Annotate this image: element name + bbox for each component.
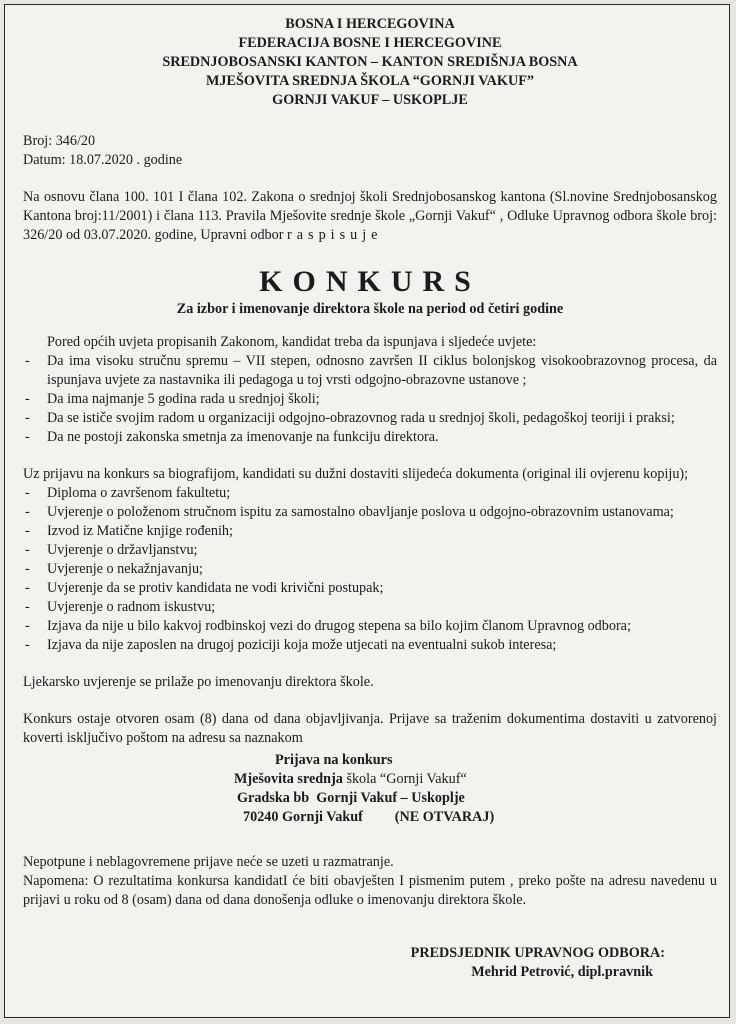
address-line-city (243, 808, 717, 827)
letterhead-federation: FEDERACIJA BOSNE I HERCEGOVINE (238, 35, 502, 51)
list-item: - Uvjerenje da se protiv kandidata ne vodi krivični postupak; (23, 579, 717, 598)
conditions-list (23, 352, 717, 447)
signature-role: PREDSJEDNIK UPRAVNOG ODBORA: (410, 945, 665, 961)
address-line-school (234, 770, 717, 789)
incomplete-note: Nepotpune i neblagovremene prijave neće se uzeti u razmatranje. (23, 854, 394, 870)
documents-list (23, 484, 717, 655)
letterhead-town: GORNJI VAKUF – USKOPLJE (272, 92, 468, 108)
list-item: - Izvod iz Matične knjige rođenih; (23, 522, 717, 541)
document-meta (23, 132, 717, 170)
list-item: - Da ne postoji zakonska smetnja za imenovanje na funkciju direktora. (23, 428, 717, 447)
address-do-not-open: (NE OTVARAJ) (394, 809, 495, 825)
deadline-paragraph: Konkurs ostaje otvoren osam (8) dana od dana objavljivanja. Prijave sa traženim dokumentima dostaviti u zatvorenoj koverti isključivo poštom na adresu sa naznakom (23, 711, 717, 746)
address-line-prijava: Prijava na konkurs (275, 752, 393, 768)
intro-verb: raspisuje (287, 227, 383, 243)
list-item: - Izjava da nije zaposlen na drugoj poziciji koja može utjecati na eventualni sukob interesa; (23, 636, 717, 655)
document-title: KONKURS (259, 265, 481, 298)
letterhead (23, 15, 717, 110)
address-school-bold: Mješovita srednja (234, 771, 343, 787)
list-item: - Uvjerenje o položenom stručnom ispitu za samostalno obavljanje poslova u odgojno-obrazovnim ustanovama; (23, 503, 717, 522)
signature-name: Mehrid Petrović, dipl.pravnik (471, 964, 653, 980)
letterhead-country: BOSNA I HERCEGOVINA (285, 16, 455, 32)
list-item: - Uvjerenje o državljanstvu; (23, 541, 717, 560)
mailing-address (23, 751, 717, 827)
list-item: - Da ima najmanje 5 godina rada u srednjoj školi; (23, 390, 717, 409)
list-item: - Uvjerenje o nekažnjavanju; (23, 560, 717, 579)
list-item: - Da se ističe svojim radom u organizaciji odgojno-obrazovnog rada u srednjoj školi, pedagoškoj teoriji i praksi; (23, 409, 717, 428)
address-line-street: Gradska bb Gornji Vakuf – Uskoplje (237, 790, 465, 806)
list-item: - Diploma o završenom fakultetu; (23, 484, 717, 503)
documents-section (23, 465, 717, 655)
document-subtitle: Za izbor i imenovanje direktora škole na period od četiri godine (176, 301, 564, 317)
medical-note: Ljekarsko uvjerenje se prilaže po imenovanju direktora škole. (23, 674, 374, 690)
document-number: Broj: 346/20 (23, 133, 96, 149)
documents-lead: Uz prijavu na konkurs sa biografijom, kandidati su dužni dostaviti slijedeća dokumenta (original ili ovjerenu kopiju); (23, 466, 689, 482)
intro-paragraph (23, 188, 717, 245)
conditions-section (23, 333, 717, 447)
napomena-paragraph: Napomena: O rezultatima konkursa kandidatI će biti obavješten I pismenim putem , preko pošte na adresu navedenu u prijavi u roku od 8 (osam) dana od dana donošenja odluke o imenovanju direktora škole. (23, 873, 717, 908)
letterhead-canton: SREDNJOBOSANSKI KANTON – KANTON SREDIŠNJA BOSNA (162, 54, 578, 70)
address-school-rest: škola “Gornji Vakuf“ (342, 771, 467, 787)
list-item: - Izjava da nije u bilo kakvoj rodbinskoj vezi do drugog stepena sa bilo kojim članom Upravnog odbora; (23, 617, 717, 636)
conditions-lead: Pored općih uvjeta propisanih Zakonom, kandidat treba da ispunjava i sljedeće uvjete: (47, 334, 537, 350)
document-date: Datum: 18.07.2020 . godine (23, 152, 183, 168)
document-page (4, 4, 730, 1018)
list-item: - Uvjerenje o radnom iskustvu; (23, 598, 717, 617)
intro-text: Na osnovu člana 100. 101 I člana 102. Zakona o srednjoj školi Srednjobosanskog kantona (Sl.novine Srednjobosanskog Kantona broj:11/2001) i člana 113. Pravila Mješovite srednje škole „Gornji Vakuf“ , Odluke Upravnog odbora škole broj: 326/20 od 03.07.2020. godine, Upravni odbor (23, 189, 717, 243)
letterhead-school: MJEŠOVITA SREDNJA ŠKOLA “GORNJI VAKUF” (206, 73, 534, 89)
address-postcode-city: 70240 Gornji Vakuf (243, 809, 363, 825)
list-item: - Da ima visoku stručnu spremu – VII stepen, odnosno završen II ciklus bolonjskog visokoobrazovnog procesa, da ispunjava uvjete za nastavnika ili pedagoga u toj vrsti odgojno-obrazovne ustanove ; (23, 352, 717, 390)
signature-block (23, 944, 717, 982)
